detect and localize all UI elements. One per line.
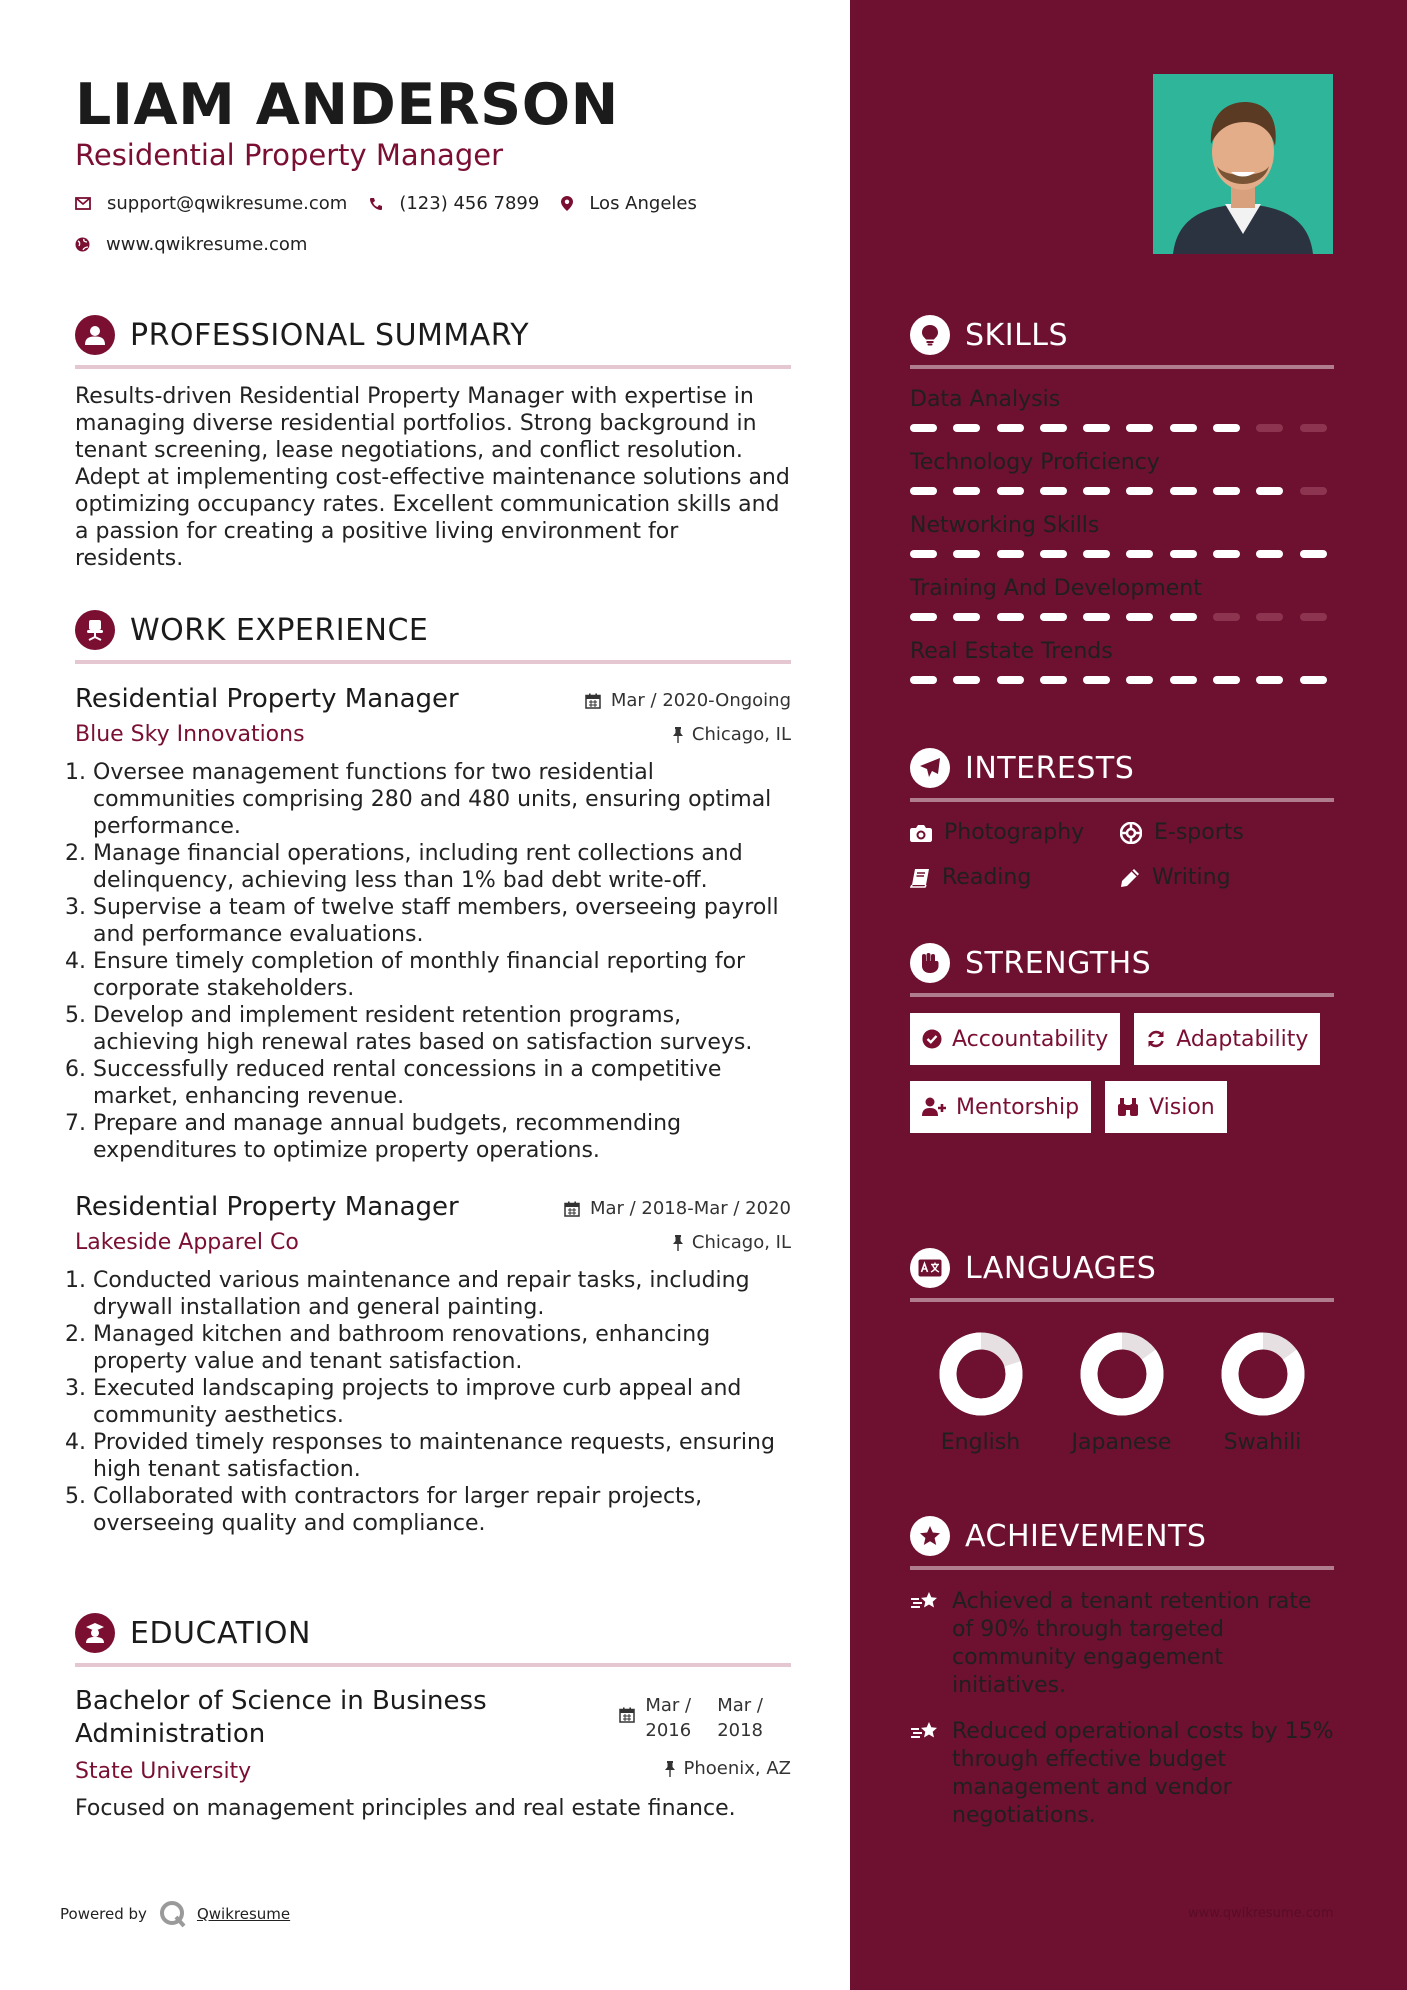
- job-entry: [75, 1192, 791, 1537]
- skill-name: Networking Skills: [910, 513, 1100, 538]
- skill-rating-segment: [1126, 424, 1153, 432]
- skill-rating-segment: [1083, 550, 1110, 558]
- skill-rating-segment: [1300, 676, 1327, 684]
- start-year: 2016: [645, 1720, 692, 1741]
- skill-rating-segment: [1256, 424, 1283, 432]
- qwikresume-logo-icon: [159, 1900, 187, 1928]
- list-item: 7. Prepare and manage annual budgets, recommending expenditures to optimize property operations.: [93, 1110, 791, 1164]
- strength-chip: Adaptability: [1134, 1013, 1320, 1065]
- candidate-title: Residential Property Manager: [75, 138, 504, 172]
- graduate-icon: [84, 1622, 106, 1644]
- skill-rating-segment: [1300, 550, 1327, 558]
- skill-rating-segment: [953, 487, 980, 495]
- phone-icon: [369, 197, 383, 211]
- phone-text: (123) 456 7899: [399, 193, 540, 214]
- skill-rating-segment: [1083, 487, 1110, 495]
- user-icon: [84, 324, 106, 346]
- achievements-section-icon: [910, 1516, 950, 1556]
- skill-item: [910, 513, 1334, 558]
- calendar-icon: [585, 693, 601, 709]
- languages-list: [910, 1332, 1334, 1455]
- job-title: Residential Property Manager: [75, 684, 459, 714]
- location-item: [561, 193, 697, 214]
- interest-item: Writing: [1120, 865, 1330, 890]
- achievement-item: Achieved a tenant retention rate of 90% through targeted community engagement initiatives.: [910, 1588, 1334, 1700]
- interest-item: Photography: [910, 820, 1120, 845]
- skill-rating-segment: [997, 487, 1024, 495]
- skill-rating-segment: [1170, 487, 1197, 495]
- interests-section-icon: [910, 748, 950, 788]
- star-badge-icon: [919, 1525, 941, 1547]
- pushpin-icon: [664, 1761, 676, 1777]
- pushpin-icon: [672, 727, 684, 743]
- office-chair-icon: [84, 619, 106, 641]
- job-dates: Mar / 2020-Ongoing: [585, 690, 791, 711]
- job-title: Residential Property Manager: [75, 1192, 459, 1222]
- skill-rating-segment: [1126, 487, 1153, 495]
- section-divider: [910, 1566, 1334, 1570]
- job-responsibilities: [75, 1267, 791, 1537]
- website-text: www.qwikresume.com: [106, 234, 308, 255]
- language-item: [1051, 1332, 1192, 1455]
- language-proficiency-ring: [1221, 1332, 1305, 1416]
- list-item: 4. Provided timely responses to maintenance requests, ensuring high tenant satisfaction.: [93, 1429, 791, 1483]
- start-month: Mar /: [645, 1695, 692, 1716]
- section-divider: [75, 365, 791, 369]
- skill-rating-segment: [953, 550, 980, 558]
- powered-by-label: Powered by: [60, 1905, 147, 1923]
- job-company: Lakeside Apparel Co: [75, 1230, 299, 1255]
- skill-rating-segment: [910, 613, 937, 621]
- section-divider: [910, 993, 1334, 997]
- skill-name: Data Analysis: [910, 387, 1061, 412]
- skill-rating-segment: [997, 424, 1024, 432]
- skill-rating-segment: [1170, 676, 1197, 684]
- achievements-heading: ACHIEVEMENTS: [965, 1518, 1207, 1554]
- map-pin-icon: [561, 196, 573, 211]
- skill-rating-segment: [1256, 550, 1283, 558]
- languages-heading: LANGUAGES: [965, 1250, 1157, 1286]
- education-dates: [619, 1693, 763, 1743]
- languages-section-icon: [910, 1248, 950, 1288]
- list-item: 4. Ensure timely completion of monthly financial reporting for corporate stakeholders.: [93, 948, 791, 1002]
- skill-rating-segment: [1170, 424, 1197, 432]
- check-circle-icon: [922, 1029, 942, 1049]
- candidate-name: LIAM ANDERSON: [75, 72, 619, 138]
- lightbulb-icon: [920, 324, 940, 346]
- skill-rating-segment: [910, 424, 937, 432]
- section-divider: [910, 798, 1334, 802]
- list-item: 5. Develop and implement resident retention programs, achieving high renewal rates based on satisfaction surveys.: [93, 1002, 791, 1056]
- skill-rating-segment: [997, 550, 1024, 558]
- section-divider: [910, 365, 1334, 369]
- section-divider: [75, 660, 791, 664]
- skill-rating-segment: [1300, 424, 1327, 432]
- skill-rating-segment: [1256, 487, 1283, 495]
- skill-rating-segment: [1213, 676, 1240, 684]
- interest-item: Reading: [910, 865, 1120, 890]
- skill-rating-segment: [1126, 550, 1153, 558]
- skill-rating-segment: [1213, 613, 1240, 621]
- skill-rating-segment: [1126, 676, 1153, 684]
- list-item: 6. Successfully reduced rental concessions in a competitive market, enhancing revenue.: [93, 1056, 791, 1110]
- skill-rating-segment: [1040, 424, 1067, 432]
- gamepad-icon: [1120, 822, 1142, 844]
- envelope-icon: [75, 197, 91, 210]
- list-item: 3. Executed landscaping projects to improve curb appeal and community aesthetics.: [93, 1375, 791, 1429]
- skill-rating-segment: [910, 676, 937, 684]
- skill-rating-bar: [910, 613, 1334, 621]
- skill-rating-bar: [910, 550, 1334, 558]
- pencil-icon: [1120, 868, 1140, 888]
- section-divider: [910, 1298, 1334, 1302]
- skill-rating-segment: [953, 424, 980, 432]
- calendar-icon: [619, 1707, 635, 1723]
- skill-rating-segment: [1300, 613, 1327, 621]
- pushpin-icon: [672, 1235, 684, 1251]
- list-item: 2. Manage financial operations, including rent collections and delinquency, achieving less than 1% bad debt write-off.: [93, 840, 791, 894]
- language-item: [910, 1332, 1051, 1455]
- phone-item[interactable]: [369, 193, 539, 214]
- language-proficiency-ring: [1080, 1332, 1164, 1416]
- skill-rating-segment: [997, 613, 1024, 621]
- contact-row: [75, 193, 719, 214]
- skill-rating-segment: [1256, 613, 1283, 621]
- skills-list: [910, 387, 1334, 684]
- interests-list: [910, 820, 1334, 890]
- skill-rating-segment: [953, 613, 980, 621]
- skill-rating-segment: [997, 676, 1024, 684]
- language-name: Japanese: [1071, 1430, 1172, 1455]
- education-heading: EDUCATION: [130, 1615, 311, 1651]
- summary-section: [75, 313, 791, 572]
- skill-item: [910, 576, 1334, 621]
- skill-rating-segment: [1213, 424, 1240, 432]
- end-month: Mar /: [717, 1695, 763, 1716]
- location-text: Los Angeles: [589, 193, 697, 214]
- school-name: State University: [75, 1759, 252, 1784]
- calendar-icon: [564, 1201, 580, 1217]
- skill-rating-segment: [953, 676, 980, 684]
- skill-item: [910, 639, 1334, 684]
- experience-section: [75, 608, 791, 1537]
- section-divider: [75, 1663, 791, 1667]
- job-responsibilities: [75, 759, 791, 1164]
- summary-section-icon: [75, 315, 115, 355]
- skill-rating-segment: [1040, 613, 1067, 621]
- skill-rating-segment: [910, 487, 937, 495]
- language-item: [1192, 1332, 1333, 1455]
- education-section: [75, 1611, 791, 1821]
- email-text: support@qwikresume.com: [107, 193, 348, 214]
- language-name: Swahili: [1223, 1430, 1302, 1455]
- strength-chip: Accountability: [910, 1013, 1120, 1065]
- skill-rating-segment: [910, 550, 937, 558]
- skill-rating-segment: [1083, 424, 1110, 432]
- job-company: Blue Sky Innovations: [75, 722, 305, 747]
- paper-plane-icon: [919, 757, 941, 779]
- skill-rating-segment: [1170, 550, 1197, 558]
- skill-name: Real Estate Trends: [910, 639, 1113, 664]
- skill-item: [910, 450, 1334, 495]
- website-item[interactable]: [75, 234, 307, 255]
- strengths-section: [910, 941, 1334, 1133]
- interests-section: [910, 746, 1334, 890]
- achievement-item: Reduced operational costs by 15% through effective budget management and vendor negotiations.: [910, 1718, 1334, 1830]
- summary-heading: PROFESSIONAL SUMMARY: [130, 317, 530, 353]
- achievements-section: [910, 1514, 1334, 1830]
- strength-chip: Vision: [1105, 1081, 1227, 1133]
- skills-heading: SKILLS: [965, 317, 1069, 353]
- skill-rating-segment: [1040, 487, 1067, 495]
- education-section-icon: [75, 1613, 115, 1653]
- skill-rating-segment: [1300, 487, 1327, 495]
- end-year: 2018: [717, 1720, 763, 1741]
- strengths-section-icon: [910, 943, 950, 983]
- skill-rating-bar: [910, 424, 1334, 432]
- skill-rating-segment: [1256, 676, 1283, 684]
- user-plus-icon: [922, 1097, 946, 1117]
- education-entry: [75, 1685, 791, 1821]
- website-row: [75, 234, 329, 255]
- skill-rating-segment: [1040, 550, 1067, 558]
- strengths-list: [910, 1013, 1334, 1133]
- refresh-icon: [1146, 1029, 1166, 1049]
- camera-icon: [910, 824, 932, 842]
- globe-icon: [75, 237, 90, 252]
- job-location: Chicago, IL: [672, 1232, 791, 1253]
- skills-section-icon: [910, 315, 950, 355]
- strengths-heading: STRENGTHS: [965, 945, 1152, 981]
- degree-title: Bachelor of Science in Business Administration: [75, 1686, 487, 1749]
- list-item: 2. Managed kitchen and bathroom renovations, enhancing property value and tenant satisfaction.: [93, 1321, 791, 1375]
- skill-rating-segment: [1083, 676, 1110, 684]
- book-icon: [910, 868, 930, 888]
- skill-rating-segment: [1126, 613, 1153, 621]
- experience-section-icon: [75, 610, 115, 650]
- skill-rating-segment: [1213, 487, 1240, 495]
- binoculars-icon: [1117, 1097, 1139, 1117]
- list-item: 1. Conducted various maintenance and repair tasks, including drywall installation and general painting.: [93, 1267, 791, 1321]
- interests-heading: INTERESTS: [965, 750, 1135, 786]
- summary-text: Results-driven Residential Property Manager with expertise in managing diverse residential portfolios. Strong background in tenant screening, lease negotiations, and conflict resolution. Adept at implementing cost-effective maintenance solutions and optimizing occupancy rates. Excellent communication skills and a passion for creating a positive living environment for residents.: [75, 384, 790, 571]
- language-name: English: [940, 1430, 1021, 1455]
- experience-heading: WORK EXPERIENCE: [130, 612, 429, 648]
- skill-name: Training And Development: [910, 576, 1202, 601]
- skills-section: [910, 313, 1334, 684]
- education-description: Focused on management principles and real estate finance.: [75, 1796, 736, 1821]
- powered-by-footer: [60, 1900, 290, 1928]
- education-location: Phoenix, AZ: [664, 1758, 792, 1779]
- job-location: Chicago, IL: [672, 724, 791, 745]
- fist-icon: [920, 952, 940, 974]
- skill-rating-bar: [910, 676, 1334, 684]
- interest-item: E-sports: [1120, 820, 1330, 845]
- skill-name: Technology Proficiency: [910, 450, 1160, 475]
- shooting-star-icon: [910, 1720, 940, 1744]
- list-item: 3. Supervise a team of twelve staff members, overseeing payroll and performance evaluations.: [93, 894, 791, 948]
- job-dates: Mar / 2018-Mar / 2020: [564, 1198, 791, 1219]
- qwikresume-link[interactable]: Qwikresume: [196, 1905, 291, 1923]
- profile-photo: [1153, 74, 1333, 254]
- shooting-star-icon: [910, 1590, 940, 1614]
- translate-icon: [918, 1259, 942, 1277]
- skill-rating-segment: [1170, 613, 1197, 621]
- skill-rating-segment: [1083, 613, 1110, 621]
- language-proficiency-ring: [939, 1332, 1023, 1416]
- email-item[interactable]: [75, 193, 347, 214]
- strength-chip: Mentorship: [910, 1081, 1091, 1133]
- list-item: 1. Oversee management functions for two residential communities comprising 280 and 480 units, ensuring optimal performance.: [93, 759, 791, 840]
- job-entry: [75, 684, 791, 1164]
- skill-rating-bar: [910, 487, 1334, 495]
- languages-section: [910, 1246, 1334, 1455]
- skill-rating-segment: [1213, 550, 1240, 558]
- footer-site: www.qwikresume.com: [1188, 1906, 1334, 1921]
- list-item: 5. Collaborated with contractors for larger repair projects, overseeing quality and compliance.: [93, 1483, 791, 1537]
- skill-item: [910, 387, 1334, 432]
- skill-rating-segment: [1040, 676, 1067, 684]
- avatar: [1153, 74, 1333, 254]
